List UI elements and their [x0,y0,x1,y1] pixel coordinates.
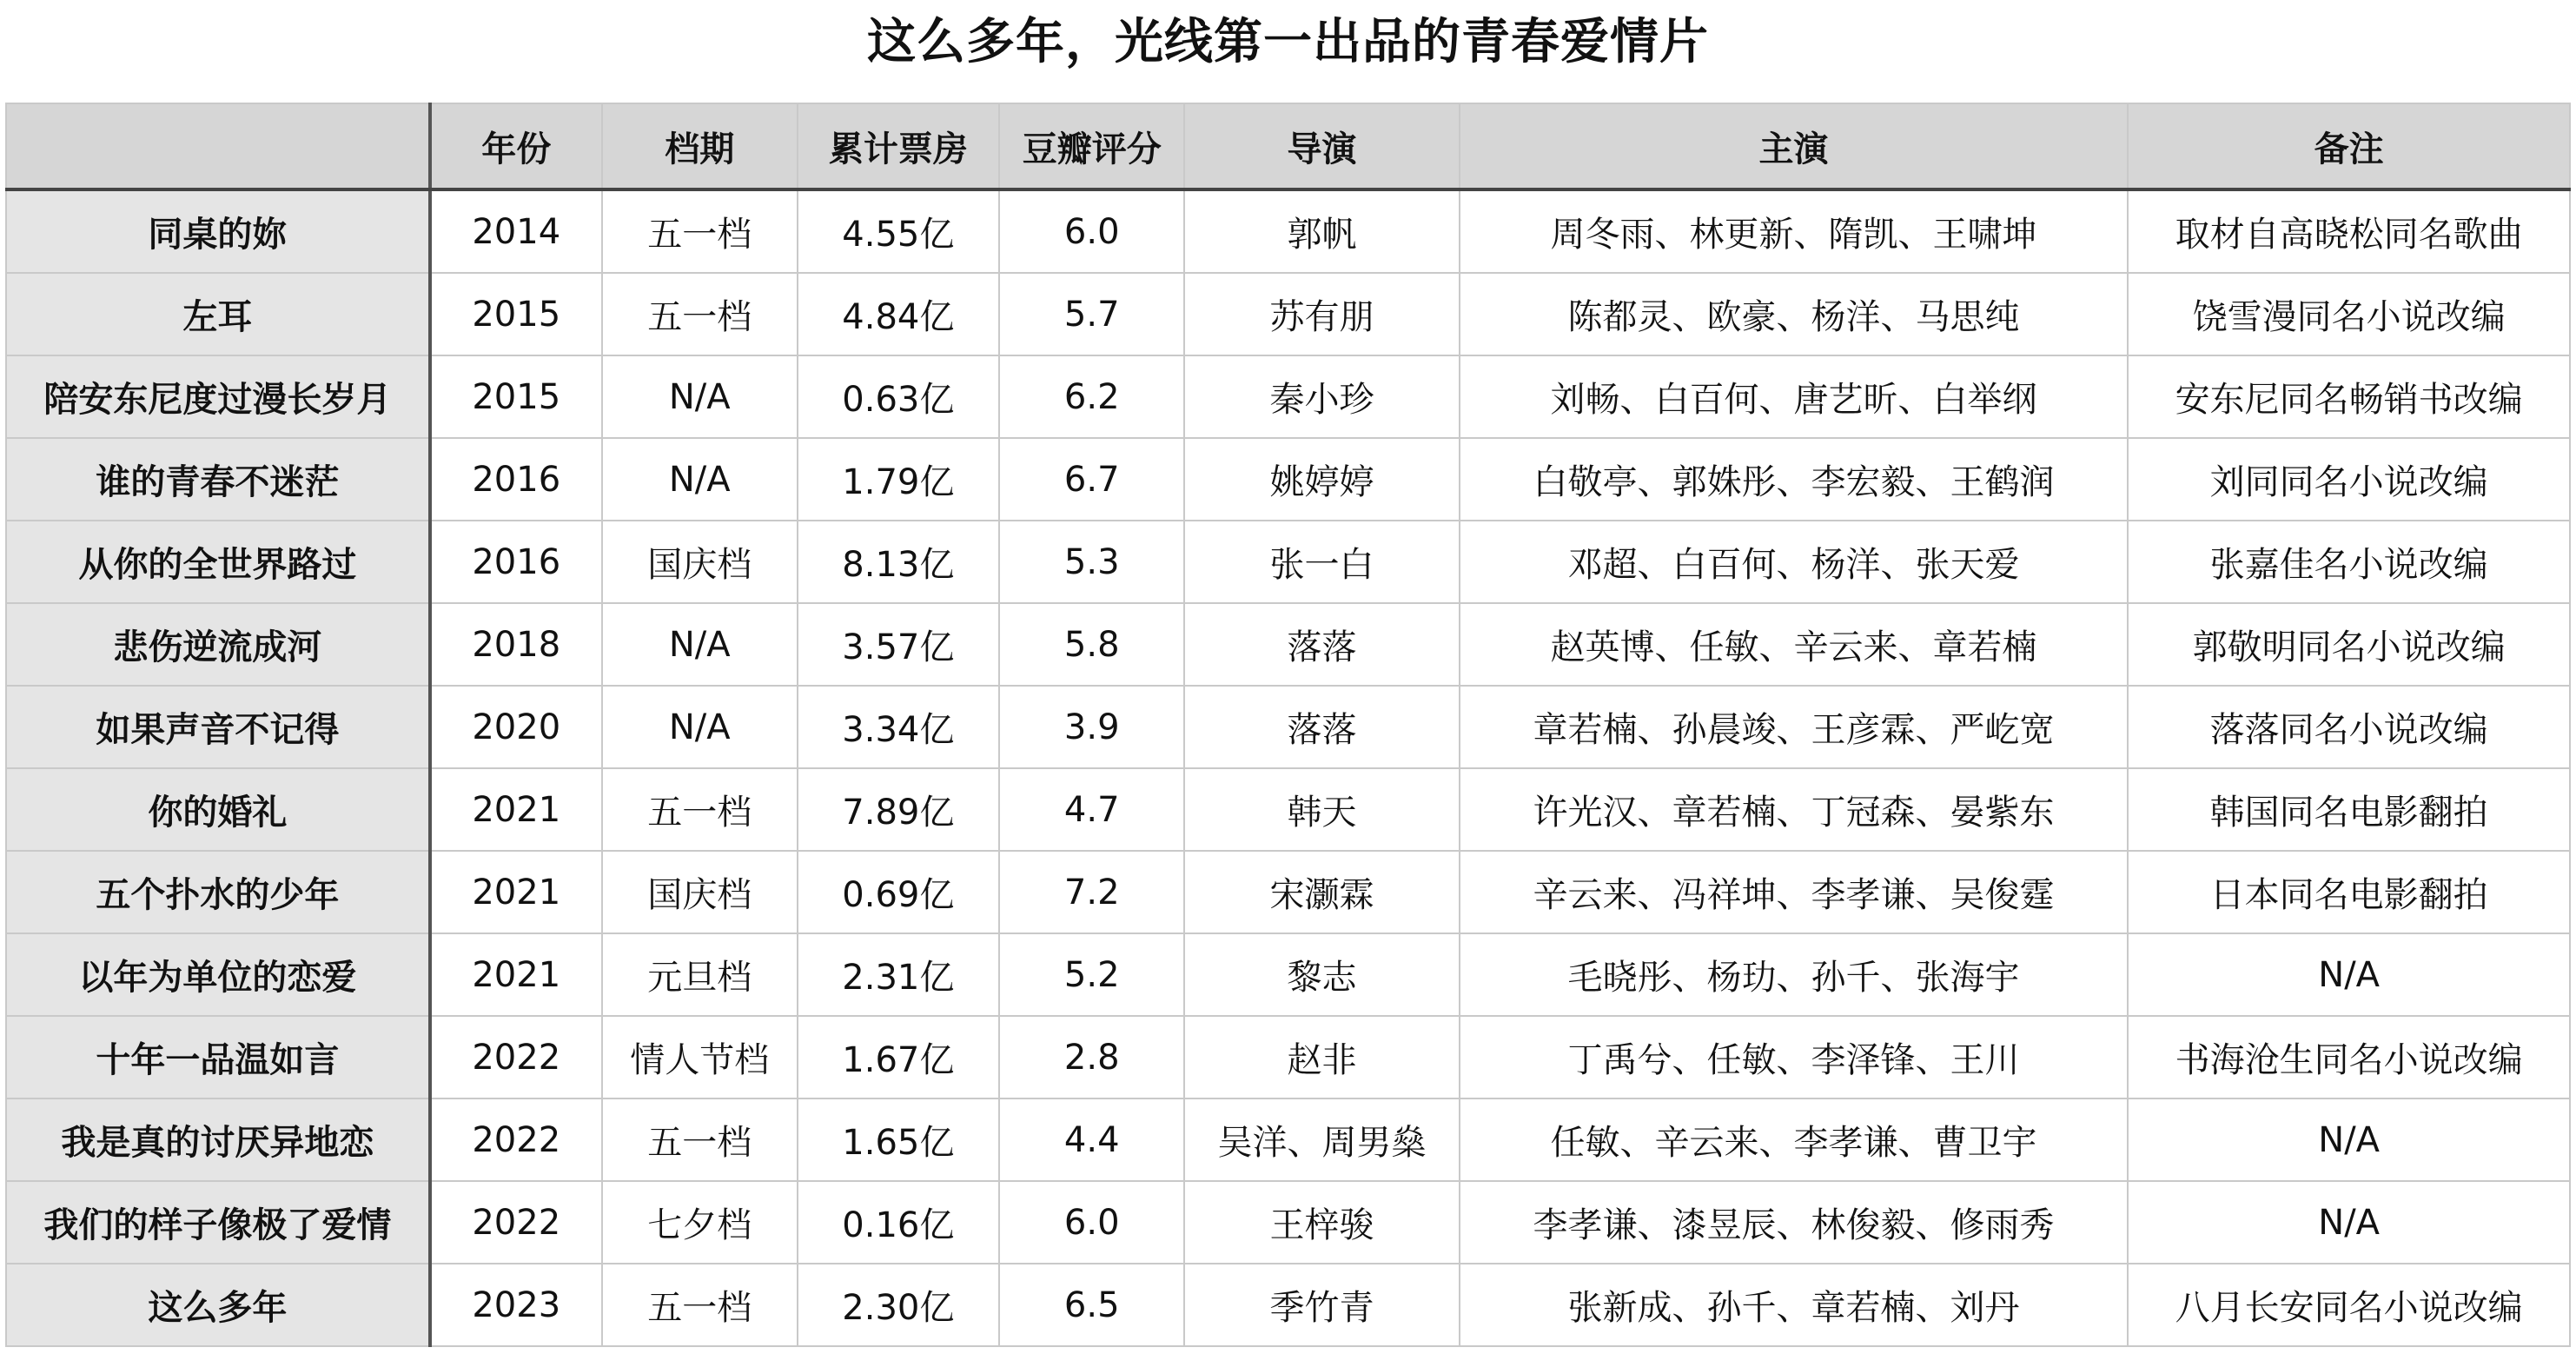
table-row [6,1264,2570,1346]
film-name-cell: 以年为单位的恋爱 [6,933,430,1016]
release-slot-cell: 五一档 [602,1264,798,1346]
table-row [6,686,2570,768]
table-row [6,355,2570,438]
director-cell: 姚婷婷 [1184,438,1459,521]
director-cell: 吴洋、周男燊 [1184,1098,1459,1181]
director-cell: 落落 [1184,603,1459,686]
box-office-cell: 0.16亿 [798,1181,999,1264]
douban-score-cell: 5.7 [999,273,1184,355]
film-name-cell: 五个扑水的少年 [6,851,430,933]
header-director: 导演 [1184,103,1459,189]
box-office-cell: 0.63亿 [798,355,999,438]
table-row [6,521,2570,603]
year-cell: 2016 [430,521,602,603]
table-row [6,438,2570,521]
year-cell: 2020 [430,686,602,768]
year-cell: 2021 [430,933,602,1016]
director-cell: 季竹青 [1184,1264,1459,1346]
director-cell: 黎志 [1184,933,1459,1016]
release-slot-cell: 五一档 [602,1098,798,1181]
box-office-cell: 2.30亿 [798,1264,999,1346]
header-film-name [6,103,430,189]
director-cell: 张一白 [1184,521,1459,603]
year-cell: 2021 [430,851,602,933]
film-name-cell: 这么多年 [6,1264,430,1346]
notes-cell: 郭敬明同名小说改编 [2128,603,2570,686]
cast-cell: 邓超、白百何、杨洋、张天爱 [1460,521,2129,603]
notes-cell: 书海沧生同名小说改编 [2128,1016,2570,1098]
douban-score-cell: 4.4 [999,1098,1184,1181]
douban-score-cell: 5.2 [999,933,1184,1016]
director-cell: 落落 [1184,686,1459,768]
release-slot-cell: N/A [602,355,798,438]
box-office-cell: 3.34亿 [798,686,999,768]
table-row [6,933,2570,1016]
release-slot-cell: 五一档 [602,189,798,273]
film-name-cell: 陪安东尼度过漫长岁月 [6,355,430,438]
notes-cell: 落落同名小说改编 [2128,686,2570,768]
release-slot-cell: N/A [602,686,798,768]
douban-score-cell: 6.2 [999,355,1184,438]
notes-cell: 取材自高晓松同名歌曲 [2128,189,2570,273]
notes-cell: 八月长安同名小说改编 [2128,1264,2570,1346]
notes-cell: 刘同同名小说改编 [2128,438,2570,521]
director-cell: 赵非 [1184,1016,1459,1098]
header-notes: 备注 [2128,103,2570,189]
table-row [6,1016,2570,1098]
douban-score-cell: 5.3 [999,521,1184,603]
douban-score-cell: 6.0 [999,1181,1184,1264]
douban-score-cell: 5.8 [999,603,1184,686]
release-slot-cell: 五一档 [602,768,798,851]
header-year: 年份 [430,103,602,189]
box-office-cell: 0.69亿 [798,851,999,933]
film-name-cell: 你的婚礼 [6,768,430,851]
film-name-cell: 我们的样子像极了爱情 [6,1181,430,1264]
box-office-cell: 3.57亿 [798,603,999,686]
table-row [6,768,2570,851]
table-row [6,851,2570,933]
page-title: 这么多年，光线第一出品的青春爱情片 [867,14,1709,70]
cast-cell: 白敬亭、郭姝彤、李宏毅、王鹤润 [1460,438,2129,521]
year-cell: 2022 [430,1016,602,1098]
notes-cell: N/A [2128,933,2570,1016]
box-office-cell: 2.31亿 [798,933,999,1016]
douban-score-cell: 2.8 [999,1016,1184,1098]
release-slot-cell: 七夕档 [602,1181,798,1264]
year-cell: 2022 [430,1098,602,1181]
director-cell: 苏有朋 [1184,273,1459,355]
cast-cell: 辛云来、冯祥坤、李孝谦、吴俊霆 [1460,851,2129,933]
year-cell: 2015 [430,355,602,438]
release-slot-cell: 国庆档 [602,851,798,933]
box-office-cell: 1.67亿 [798,1016,999,1098]
release-slot-cell: N/A [602,603,798,686]
table-body [6,189,2570,1346]
director-cell: 宋灏霖 [1184,851,1459,933]
release-slot-cell: 情人节档 [602,1016,798,1098]
film-name-cell: 如果声音不记得 [6,686,430,768]
cast-cell: 许光汉、章若楠、丁冠森、晏紫东 [1460,768,2129,851]
film-name-cell: 左耳 [6,273,430,355]
douban-score-cell: 6.7 [999,438,1184,521]
director-cell: 秦小珍 [1184,355,1459,438]
year-cell: 2014 [430,189,602,273]
year-cell: 2015 [430,273,602,355]
year-cell: 2022 [430,1181,602,1264]
header-row [6,103,2570,189]
cast-cell: 章若楠、孙晨竣、王彦霖、严屹宽 [1460,686,2129,768]
notes-cell: 日本同名电影翻拍 [2128,851,2570,933]
year-cell: 2016 [430,438,602,521]
director-cell: 王梓骏 [1184,1181,1459,1264]
douban-score-cell: 7.2 [999,851,1184,933]
douban-score-cell: 6.0 [999,189,1184,273]
release-slot-cell: 五一档 [602,273,798,355]
cast-cell: 任敏、辛云来、李孝谦、曹卫宇 [1460,1098,2129,1181]
table-row [6,189,2570,273]
notes-cell: 韩国同名电影翻拍 [2128,768,2570,851]
table-row [6,603,2570,686]
notes-cell: N/A [2128,1098,2570,1181]
header-cast: 主演 [1460,103,2129,189]
box-office-cell: 4.55亿 [798,189,999,273]
notes-cell: 安东尼同名畅销书改编 [2128,355,2570,438]
year-cell: 2021 [430,768,602,851]
year-cell: 2018 [430,603,602,686]
film-name-cell: 我是真的讨厌异地恋 [6,1098,430,1181]
douban-score-cell: 4.7 [999,768,1184,851]
cast-cell: 丁禹兮、任敏、李泽锋、王川 [1460,1016,2129,1098]
director-cell: 韩天 [1184,768,1459,851]
douban-score-cell: 3.9 [999,686,1184,768]
film-name-cell: 谁的青春不迷茫 [6,438,430,521]
cast-cell: 陈都灵、欧豪、杨洋、马思纯 [1460,273,2129,355]
cast-cell: 刘畅、白百何、唐艺昕、白举纲 [1460,355,2129,438]
film-name-cell: 悲伤逆流成河 [6,603,430,686]
box-office-cell: 7.89亿 [798,768,999,851]
films-table [5,103,2571,1347]
cast-cell: 张新成、孙千、章若楠、刘丹 [1460,1264,2129,1346]
film-name-cell: 同桌的妳 [6,189,430,273]
table-row [6,273,2570,355]
release-slot-cell: N/A [602,438,798,521]
header-douban-score: 豆瓣评分 [999,103,1184,189]
header-box-office: 累计票房 [798,103,999,189]
release-slot-cell: 元旦档 [602,933,798,1016]
box-office-cell: 8.13亿 [798,521,999,603]
header-release-slot: 档期 [602,103,798,189]
director-cell: 郭帆 [1184,189,1459,273]
film-name-cell: 从你的全世界路过 [6,521,430,603]
cast-cell: 李孝谦、漆昱辰、林俊毅、修雨秀 [1460,1181,2129,1264]
table-row [6,1181,2570,1264]
cast-cell: 周冬雨、林更新、隋凯、王啸坤 [1460,189,2129,273]
notes-cell: 张嘉佳名小说改编 [2128,521,2570,603]
notes-cell: N/A [2128,1181,2570,1264]
cast-cell: 毛晓彤、杨玏、孙千、张海宇 [1460,933,2129,1016]
douban-score-cell: 6.5 [999,1264,1184,1346]
year-cell: 2023 [430,1264,602,1346]
film-name-cell: 十年一品温如言 [6,1016,430,1098]
box-office-cell: 1.79亿 [798,438,999,521]
box-office-cell: 4.84亿 [798,273,999,355]
release-slot-cell: 国庆档 [602,521,798,603]
notes-cell: 饶雪漫同名小说改编 [2128,273,2570,355]
box-office-cell: 1.65亿 [798,1098,999,1181]
cast-cell: 赵英博、任敏、辛云来、章若楠 [1460,603,2129,686]
table-row [6,1098,2570,1181]
